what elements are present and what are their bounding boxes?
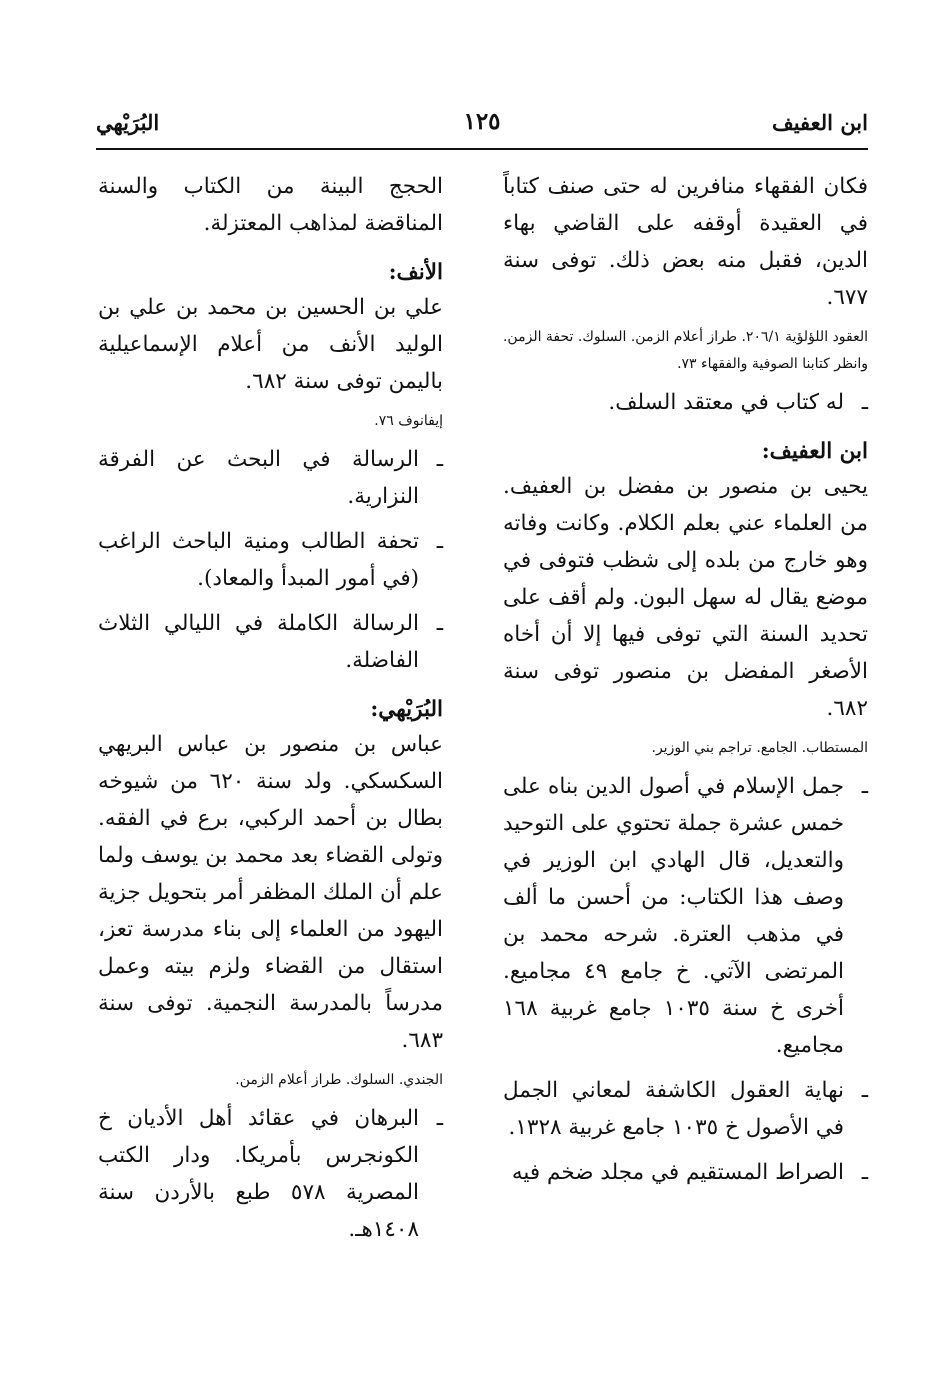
- work-item: ـ له كتاب في معتقد السلف.: [608, 390, 868, 415]
- entry-sources: المستطاب. الجامع. تراجم بني الوزير.: [651, 740, 868, 756]
- work-item: ـ جمل الإسلام في أصول الدين بناه على خمس عشرة جملة تحتوي على التوحيد والتعديل، قال الهادي ابن الوزير في وصف هذا الكتاب: من أحسن ما ألف في مذهب العترة. شرحه محمد بن المرتضى الآتي. خ جامع ٤٩ مجاميع. أخرى خ سنة ١٠٣٥ جامع غربية ١٦٨ مجاميع.: [503, 774, 868, 1058]
- entry-continuation-text: الحجج البينة من الكتاب والسنة المناقضة لمذاهب المعتزلة.: [98, 174, 443, 236]
- work-item: ـ الصراط المستقيم في مجلد ضخم فيه: [511, 1160, 868, 1185]
- work-item: ـ الرسالة الكاملة في الليالي الثلاث الفاضلة.: [98, 611, 443, 673]
- page-header: [96, 108, 868, 150]
- page-number: ١٢٥: [463, 108, 501, 135]
- work-item: ـ الرسالة في البحث عن الفرقة النزارية.: [98, 447, 443, 509]
- entry-continuation-text: فكان الفقهاء منافرين له حتى صنف كتاباً في العقيدة أوقفه على القاضي بهاء الدين، فقبل منه بعض ذلك. توفى سنة ٦٧٧.: [503, 174, 868, 310]
- work-item: ـ البرهان في عقائد أهل الأديان خ الكونجرس بأمريكا. ودار الكتب المصرية ٥٧٨ طبع بالأردن سنة ١٤٠٨هـ.: [98, 1106, 443, 1242]
- work-item: ـ تحفة الطالب ومنية الباحث الراغب (في أمور المبدأ والمعاد).: [98, 529, 443, 591]
- left-column: [98, 168, 443, 1256]
- running-title-left: البُرَيْهي: [96, 110, 160, 135]
- work-item: ـ نهاية العقول الكاشفة لمعاني الجمل في الأصول خ ١٠٣٥ جامع غربية ١٣٢٨.: [503, 1078, 868, 1140]
- entry-sources: إيفانوف ٧٦.: [374, 413, 443, 429]
- entry-heading: البُرَيْهي:: [370, 697, 443, 722]
- right-column: [503, 168, 868, 1199]
- running-title-right: ابن العفيف: [771, 110, 868, 135]
- entry-heading: الأنف:: [388, 260, 443, 285]
- entry-text: علي بن الحسين بن محمد بن علي بن الوليد الأنف من أعلام الإسماعيلية باليمن توفى سنة ٦٨٢.: [98, 295, 443, 394]
- entry-text: عباس بن منصور بن عباس البريهي السكسكي. ولد سنة ٦٢٠ من شيوخه بطال بن أحمد الركبي، برع في الفقه. وتولى القضاء بعد محمد بن يوسف ولما علم أن الملك المظفر أمر بتحويل جزية اليهود من العلماء إلى بناء مدرسة تعز، استقال من القضاء ولزم بيته وعمل مدرساً بالمدرسة النجمية. توفى سنة ٦٨٣.: [98, 732, 443, 1053]
- entry-heading: ابن العفيف:: [761, 439, 868, 464]
- entry-text: يحيى بن منصور بن مفضل بن العفيف. من العلماء عني بعلم الكلام. وكانت وفاته وهو خارج من بلده إلى شظب فتوفى في موضع يقال له سهل البون. ولم أقف على تحديد السنة التي توفى فيها إلا أن أخاه الأصغر المفضل بن منصور توفى سنة ٦٨٢.: [503, 474, 868, 721]
- entry-sources: العقود اللؤلؤية ٢٠٦/١. طراز أعلام الزمن. السلوك. تحفة الزمن. وانظر كتابنا الصوفية والفقهاء ٧٣.: [502, 329, 868, 372]
- entry-sources: الجندي. السلوك. طراز أعلام الزمن.: [235, 1072, 443, 1088]
